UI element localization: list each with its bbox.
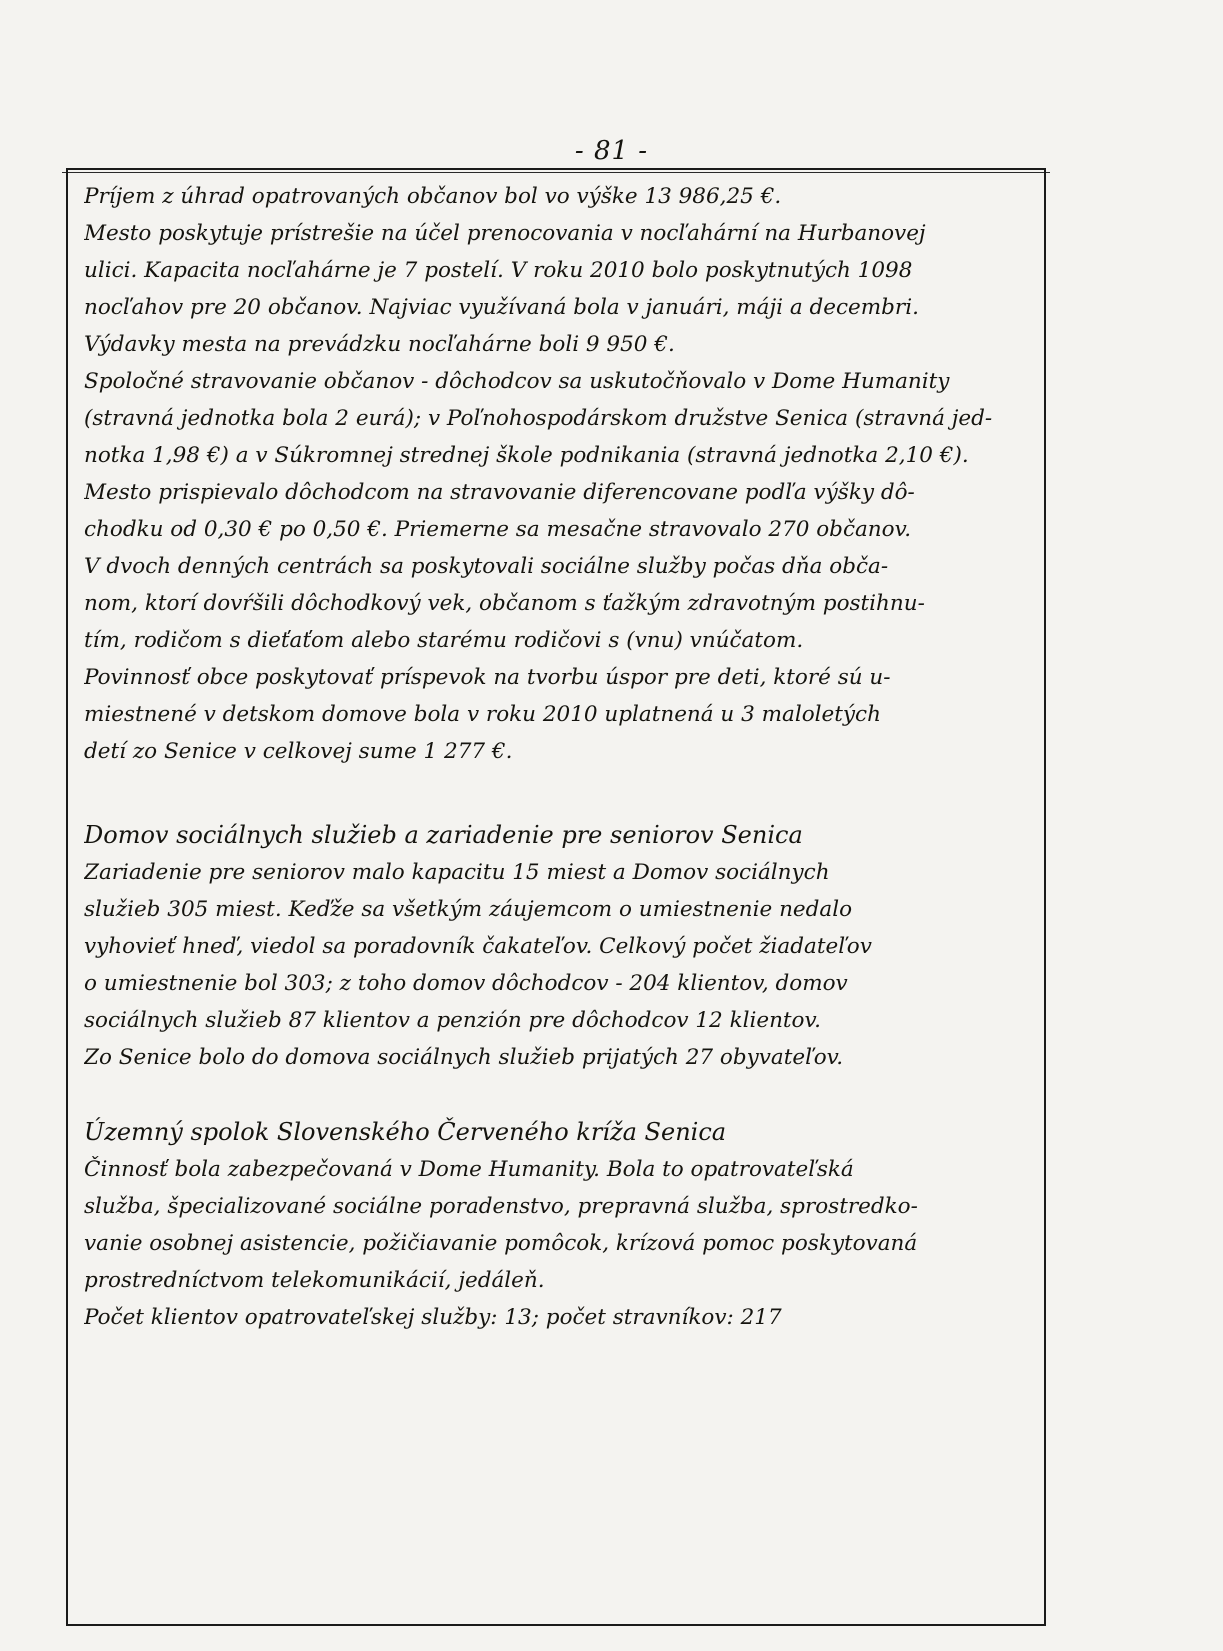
text-line: Počet klientov opatrovateľskej služby: 13; počet stravníkov: 217 (84, 1305, 782, 1330)
text-line: sociálnych služieb 87 klientov a penzión pre dôchodcov 12 klientov. (84, 1008, 821, 1033)
text-line: o umiestnenie bol 303; z toho domov dôchodcov - 204 klientov, domov (84, 971, 848, 996)
text-line: Príjem z úhrad opatrovaných občanov bol vo výške 13 986,25 €. (84, 184, 782, 209)
text-line: služieb 305 miest. Keďže sa všetkým záujemcom o umiestnenie nedalo (84, 897, 853, 922)
text-line: nocľahov pre 20 občanov. Najviac využívaná bola v januári, máji a decembri. (84, 295, 919, 320)
text-line: Zo Senice bolo do domova sociálnych služieb prijatých 27 obyvateľov. (84, 1045, 844, 1070)
text-line: V dvoch denných centrách sa poskytovali sociálne služby počas dňa obča- (84, 554, 889, 579)
text-line: notka 1,98 €) a v Súkromnej strednej škole podnikania (stravná jednotka 2,10 €). (84, 443, 969, 468)
section-spacer (84, 770, 1034, 817)
paragraph-social-services (84, 178, 1034, 770)
text-line: Povinnosť obce poskytovať príspevok na tvorbu úspor pre deti, ktoré sú u- (84, 665, 891, 690)
text-line: ulici. Kapacita nocľahárne je 7 postelí. V roku 2010 bolo poskytnutých 1098 (84, 258, 913, 283)
page-content (84, 178, 1034, 1336)
text-line: tím, rodičom s dieťaťom alebo starému rodičovi s (vnu) vnúčatom. (84, 628, 804, 653)
section-heading (84, 1114, 1034, 1151)
text-line: detí zo Senice v celkovej sume 1 277 €. (84, 739, 513, 764)
text-line: služba, špecializované sociálne poradenstvo, prepravná služba, sprostredko- (84, 1194, 918, 1219)
text-line: miestnené v detskom domove bola v roku 2010 uplatnená u 3 maloletých (84, 702, 881, 727)
section-heading-text: Územný spolok Slovenského Červeného kríža Senica (84, 1118, 727, 1146)
text-line: Činnosť bola zabezpečovaná v Dome Humanity. Bola to opatrovateľská (84, 1157, 854, 1182)
text-line: Výdavky mesta na prevádzku nocľahárne boli 9 950 €. (84, 332, 675, 357)
section-heading (84, 817, 1034, 854)
text-line: vanie osobnej asistencie, požičiavanie pomôcok, krízová pomoc poskytovaná (84, 1231, 918, 1256)
section-heading-text: Domov sociálnych služieb a zariadenie pre seniorov Senica (84, 821, 803, 849)
text-line: Spoločné stravovanie občanov - dôchodcov sa uskutočňovalo v Dome Humanity (84, 369, 950, 394)
text-line: Zariadenie pre seniorov malo kapacitu 15 miest a Domov sociálnych (84, 860, 830, 885)
text-line: Mesto prispievalo dôchodcom na stravovanie diferencovane podľa výšky dô- (84, 480, 915, 505)
text-line: prostredníctvom telekomunikácií, jedáleň. (84, 1268, 545, 1293)
text-line: Mesto poskytuje prístrešie na účel prenocovania v nocľahární na Hurbanovej (84, 221, 926, 246)
text-line: (stravná jednotka bola 2 eurá); v Poľnohospodárskom družstve Senica (stravná jed- (84, 406, 993, 431)
section-red-cross (84, 1114, 1034, 1336)
page-number: - 81 - (574, 136, 649, 166)
section-senior-homes (84, 817, 1034, 1076)
text-line: chodku od 0,30 € po 0,50 €. Priemerne sa mesačne stravovalo 270 občanov. (84, 517, 912, 542)
text-line: nom, ktorí dovŕšili dôchodkový vek, občanom s ťažkým zdravotným postihnu- (84, 591, 925, 616)
text-line: vyhovieť hneď, viedol sa poradovník čakateľov. Celkový počet žiadateľov (84, 934, 872, 959)
section-spacer (84, 1076, 1034, 1114)
